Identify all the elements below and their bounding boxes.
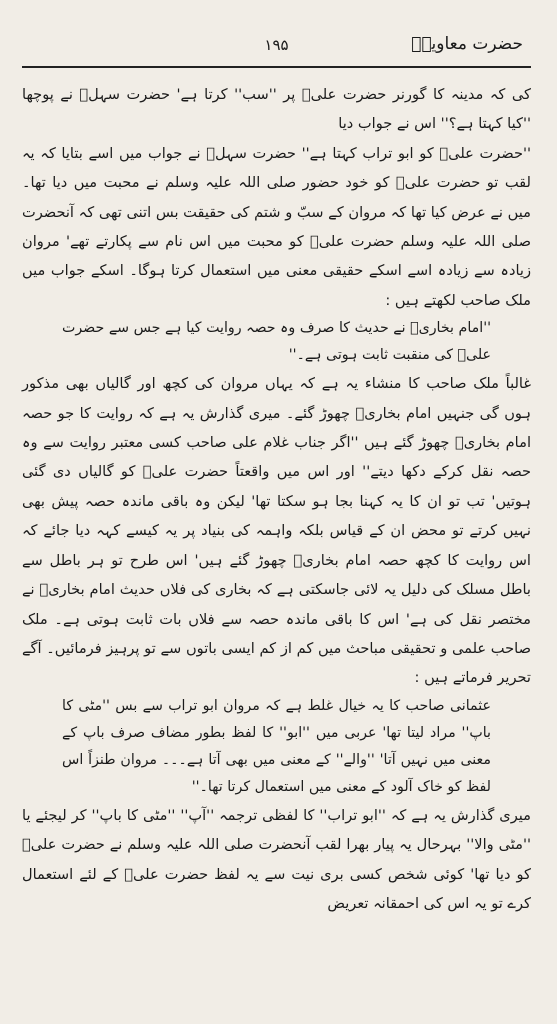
paragraph-2: ''حضرت علیؓ کو ابو تراب کہتا ہے'' حضرت سہلؓ نے جواب میں اسے بتایا کہ یہ لقب تو حضرت علیؓ کو خود حضور صلی اللہ علیہ وسلم نے محبت میں دیا تھا۔ میں نے عرض کیا تھا کہ مروان کے سبّ و شتم کی حقیقت بس اتنی تھی کہ آنحضرت صلی اللہ علیہ وسلم حضرت علیؓ کو محبت میں اس نام سے پکارتے تھے' مروان زیادہ سے زیادہ اسے اسکے حقیقی معنی میں استعمال کرتا ہوگا۔ اسکے جواب میں ملک صاحب لکھتے ہیں : (22, 144, 531, 309)
page-body (22, 80, 531, 918)
page-number: ۱۹۵ (264, 36, 289, 54)
page-header (22, 30, 531, 64)
header-rule (22, 66, 531, 68)
block-quote-1: ''امام بخاریؒ نے حدیث کا صرف وہ حصہ روایت کیا ہے جس سے حضرت علیؓ کی منقبت ثابت ہوتی ہے۔'' (62, 320, 491, 364)
paragraph-1: کی کہ مدینہ کا گورنر حضرت علیؓ پر ''سب'' کرتا ہے' حضرت سہلؓ نے پوچھا ''کیا کہتا ہے؟'' اس نے جواب دیا (22, 86, 531, 133)
paragraph-4: میری گذارش یہ ہے کہ ''ابو تراب'' کا لفظی ترجمہ ''آپ'' ''مٹی کا باپ'' کر لیجئے یا ''مٹی والا'' بہرحال یہ پیار بھرا لقب آنحضرت صلی اللہ علیہ وسلم نے حضرت علیؓ کو دیا تھا' کوئی شخص کسی بری نیت سے یہ لفظ حضرت علیؓ کے لئے استعمال کرے تو یہ اس کی احمقانہ تعریض (22, 806, 531, 912)
paragraph-3: غالباً ملک صاحب کا منشاء یہ ہے کہ یہاں مروان کی کچھ اور گالیاں بھی مذکور ہوں گی جنہیں امام بخاریؒ چھوڑ گئے۔ میری گذارش یہ ہے کہ روایت کا جو حصہ امام بخاریؒ چھوڑ گئے ہیں ''اگر جناب غلام علی صاحب کسی معتبر روایت سے وہ حصہ نقل کرکے دکھا دیتے'' اور اس میں واقعتاً حضرت علیؓ کو گالیاں دی گئی ہوتیں' تب تو ان کا یہ کہنا بجا ہو سکتا تھا' لیکن وہ باقی ماندہ حصہ پیش بھی نہیں کرتے تو محض ان کے قیاس بلکہ واہمہ کی بنیاد پر یہ کیسے کہہ دیا جائے کہ اس روایت کا کچھ حصہ امام بخاریؒ چھوڑ گئے ہیں' اس طرح تو ہر باطل سے باطل مسلک کی دلیل یہ لائی جاسکتی ہے کہ بخاری کی فلاں حدیث امام بخاریؒ نے مختصر نقل کی ہے' اس کا باقی ماندہ حصہ سے فلاں بات ثابت ہوتی ہے۔ ملک صاحب علمی و تحقیقی مباحث میں کم از کم ایسی باتوں سے تو پرہیز فرمائیں۔ آگے تحریر فرماتے ہیں : (22, 375, 531, 687)
running-title: حضرت معاویہؓ (411, 34, 523, 54)
block-quote-2: عثمانی صاحب کا یہ خیال غلط ہے کہ مروان ابو تراب سے بس ''مٹی کا باپ'' مراد لیتا تھا' عربی میں ''ابو'' کا لفظ بطور مضاف صرف باپ کے معنی میں نہیں آتا' ''والے'' کے معنی میں بھی آتا ہے۔۔۔ مروان طنزاً اس لفظ کو خاک آلود کے معنی میں استعمال کرتا تھا۔'' (62, 697, 491, 795)
